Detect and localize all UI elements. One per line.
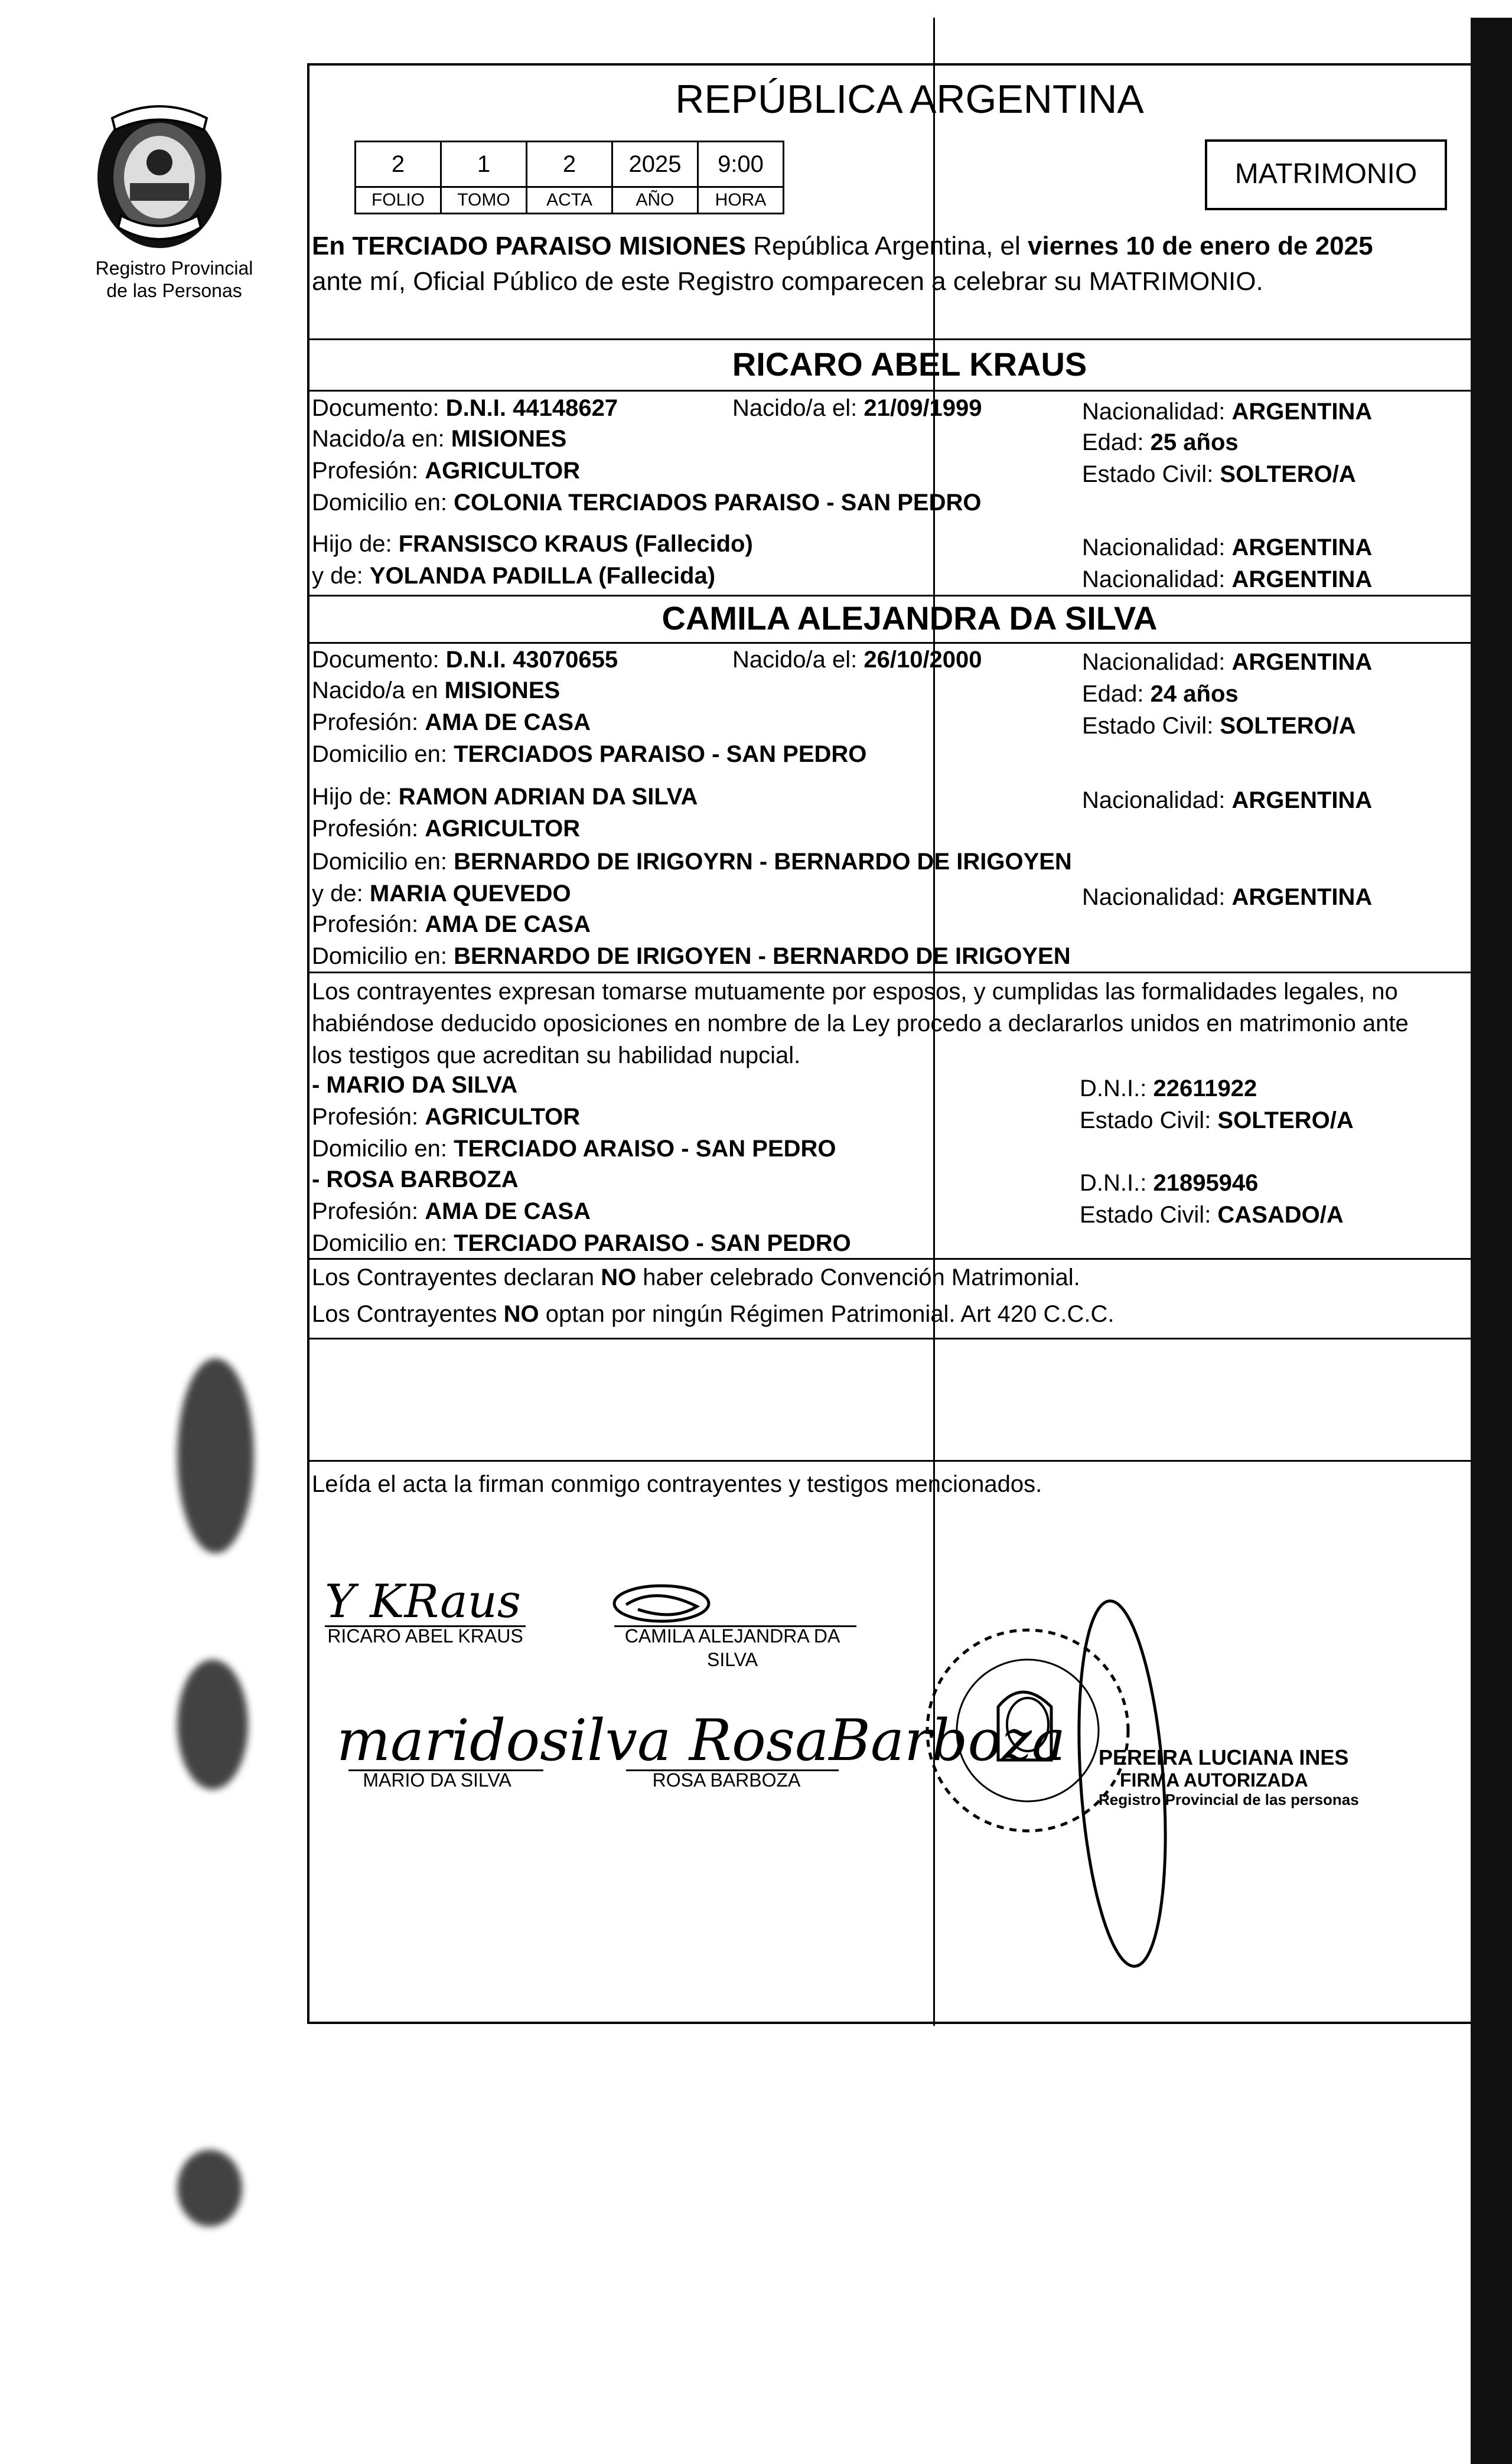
- bride-signature: [602, 1574, 732, 1633]
- bride-born-on: Nacido/a el: 26/10/2000: [732, 647, 982, 673]
- groom-document: Documento: D.N.I. 44148627: [312, 395, 618, 421]
- witness1-civil-status: Estado Civil: SOLTERO/A: [1080, 1107, 1354, 1133]
- act-type-box: MATRIMONIO: [1205, 139, 1447, 210]
- intro-country: República Argentina, el: [746, 232, 1028, 260]
- witness2-civil-status: Estado Civil: CASADO/A: [1080, 1202, 1344, 1228]
- bride-father-profession: Profesión: AGRICULTOR: [312, 816, 581, 842]
- witness2-signature-label: ROSA BARBOZA: [652, 1769, 801, 1791]
- witness2-address: Domicilio en: TERCIADO PARAISO - SAN PEDRO: [312, 1230, 851, 1256]
- witness2-profession: Profesión: AMA DE CASA: [312, 1198, 591, 1224]
- groom-name: RICARO ABEL KRAUS: [732, 346, 1087, 383]
- witness1-profession: Profesión: AGRICULTOR: [312, 1104, 581, 1130]
- scan-blot: [177, 1358, 254, 1553]
- scan-edge-shadow: [1471, 18, 1512, 2464]
- officer-name: PEREIRA LUCIANA INES: [1099, 1745, 1349, 1769]
- declaration-line1: Los contrayentes expresan tomarse mutuamente por esposos, y cumplidas las formalidades legales, no: [312, 979, 1398, 1005]
- registry-table: [354, 141, 784, 214]
- groom-nationality: Nacionalidad: ARGENTINA: [1082, 399, 1373, 425]
- bride-document: Documento: D.N.I. 43070655: [312, 647, 618, 673]
- intro-line2: ante mí, Oficial Público de este Registro comparecen a celebrar su MATRIMONIO.: [312, 267, 1263, 296]
- witnesses-signature: [337, 1701, 1066, 1778]
- groom-born-on: Nacido/a el: 21/09/1999: [732, 395, 982, 421]
- divider: [307, 1338, 1512, 1339]
- witness1-address: Domicilio en: TERCIADO ARAISO - SAN PEDRO: [312, 1136, 836, 1162]
- groom-profession: Profesión: AGRICULTOR: [312, 458, 581, 484]
- officer-stamp: [1099, 1746, 1358, 1808]
- intro-line1: [312, 230, 1373, 262]
- acta-label: ACTA: [527, 187, 612, 214]
- issuer-name-line2: de las Personas: [106, 280, 242, 301]
- year-label: AÑO: [612, 187, 698, 214]
- svg-text:Y KRaus: Y KRaus: [325, 1575, 521, 1628]
- bride-mother-address: Domicilio en: BERNARDO DE IRIGOYEN - BERNARDO DE IRIGOYEN: [312, 943, 1071, 969]
- hour-label: HORA: [698, 187, 784, 214]
- regime-line2: Los Contrayentes NO optan por ningún Régimen Patrimonial. Art 420 C.C.C.: [312, 1301, 1115, 1327]
- bride-address: Domicilio en: TERCIADOS PARAISO - SAN PEDRO: [312, 741, 867, 767]
- bride-mother: y de: MARIA QUEVEDO: [312, 881, 571, 907]
- folio-value: 2: [356, 142, 441, 187]
- groom-father-nationality: Nacionalidad: ARGENTINA: [1082, 534, 1373, 560]
- bride-mother-nationality: Nacionalidad: ARGENTINA: [1082, 884, 1373, 910]
- bride-mother-profession: Profesión: AMA DE CASA: [312, 911, 591, 937]
- witness2-name: - ROSA BARBOZA: [312, 1166, 519, 1192]
- officer-role: FIRMA AUTORIZADA: [1120, 1769, 1308, 1791]
- witness1-name: - MARIO DA SILVA: [312, 1072, 518, 1098]
- groom-born-in: Nacido/a en: MISIONES: [312, 426, 567, 452]
- bride-age: Edad: 24 años: [1082, 681, 1239, 707]
- divider: [307, 390, 1512, 392]
- intro-date: viernes 10 de enero de 2025: [1028, 232, 1373, 260]
- tomo-value: 1: [441, 142, 527, 187]
- bride-civil-status: Estado Civil: SOLTERO/A: [1082, 713, 1356, 739]
- declaration-line2: habiéndose deducido oposiciones en nombre de la Ley procedo a declararlos unidos en matrimonio ante: [312, 1011, 1409, 1037]
- groom-civil-status: Estado Civil: SOLTERO/A: [1082, 461, 1356, 487]
- groom-address: Domicilio en: COLONIA TERCIADOS PARAISO - SAN PEDRO: [312, 490, 982, 516]
- intro-place: En TERCIADO PARAISO MISIONES: [312, 232, 747, 260]
- officer-office: Registro Provincial de las personas: [1099, 1791, 1359, 1808]
- bride-profession: Profesión: AMA DE CASA: [312, 709, 591, 735]
- bride-signature-label1: CAMILA ALEJANDRA DA: [624, 1625, 840, 1647]
- bride-father-nationality: Nacionalidad: ARGENTINA: [1082, 787, 1373, 813]
- groom-mother-nationality: Nacionalidad: ARGENTINA: [1082, 566, 1373, 592]
- witness1-dni: D.N.I.: 22611922: [1080, 1075, 1257, 1101]
- groom-signature-label: RICARO ABEL KRAUS: [327, 1625, 523, 1647]
- witness1-signature-label: MARIO DA SILVA: [363, 1769, 511, 1791]
- hour-value: 9:00: [698, 142, 784, 187]
- bride-father-address: Domicilio en: BERNARDO DE IRIGOYRN - BERNARDO DE IRIGOYEN: [312, 849, 1072, 875]
- bride-father: Hijo de: RAMON ADRIAN DA SILVA: [312, 784, 698, 810]
- closing-statement: Leída el acta la firman conmigo contrayentes y testigos mencionados.: [312, 1471, 1042, 1497]
- groom-father: Hijo de: FRANSISCO KRAUS (Fallecido): [312, 531, 753, 557]
- bride-born-in: Nacido/a en MISIONES: [312, 677, 561, 703]
- declaration-line3: los testigos que acreditan su habilidad nupcial.: [312, 1042, 801, 1068]
- provincial-seal: [89, 94, 230, 254]
- bride-name: CAMILA ALEJANDRA DA SILVA: [662, 599, 1158, 637]
- witness2-dni: D.N.I.: 21895946: [1080, 1170, 1259, 1196]
- groom-signature: [319, 1571, 520, 1630]
- folio-label: FOLIO: [356, 187, 441, 214]
- scan-blot: [177, 2150, 242, 2227]
- groom-age: Edad: 25 años: [1082, 429, 1239, 455]
- bride-nationality: Nacionalidad: ARGENTINA: [1082, 649, 1373, 675]
- divider: [307, 338, 1512, 340]
- regime-line1: Los Contrayentes declaran NO haber celebrado Convención Matrimonial.: [312, 1264, 1080, 1290]
- divider: [307, 1460, 1512, 1462]
- groom-mother: y de: YOLANDA PADILLA (Fallecida): [312, 563, 716, 589]
- year-value: 2025: [612, 142, 698, 187]
- scan-blot: [177, 1660, 248, 1790]
- svg-text:maridosilva RosaBarboza: maridosilva RosaBarboza: [337, 1707, 1066, 1774]
- acta-value: 2: [527, 142, 612, 187]
- issuer-name-line1: Registro Provincial: [95, 258, 253, 279]
- document-title: REPÚBLICA ARGENTINA: [675, 77, 1144, 122]
- tomo-label: TOMO: [441, 187, 527, 214]
- bride-signature-label2: SILVA: [707, 1649, 758, 1670]
